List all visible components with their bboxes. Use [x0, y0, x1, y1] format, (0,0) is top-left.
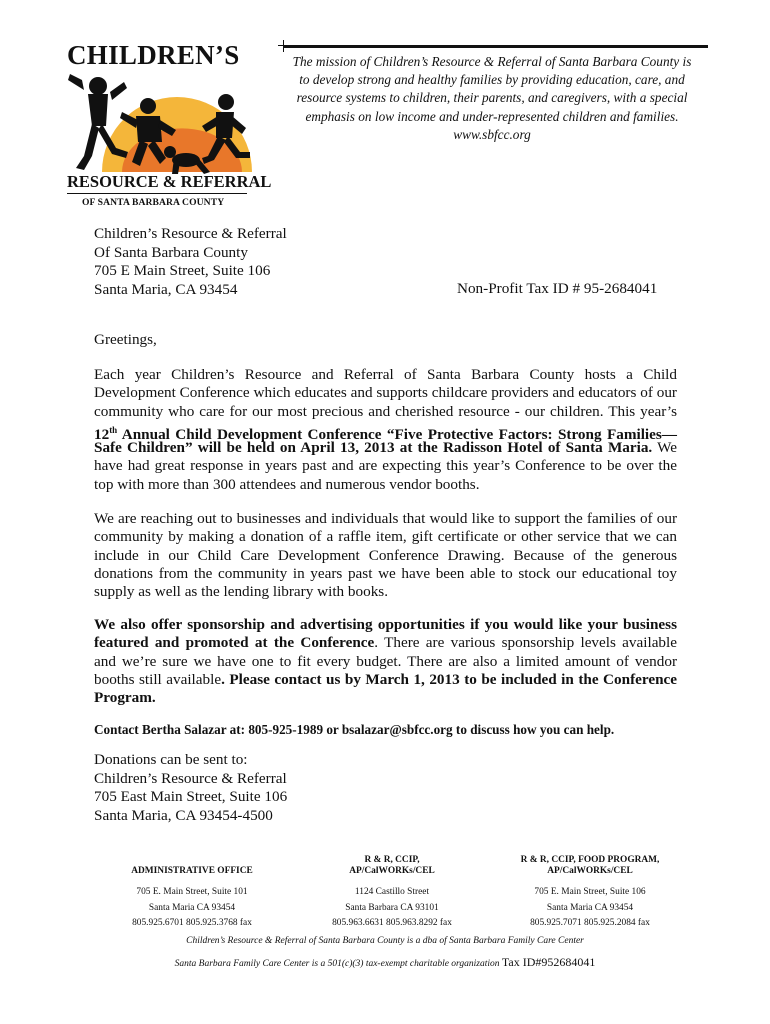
paragraph-line: [94, 671, 677, 689]
address-line: Of Santa Barbara County: [94, 243, 248, 261]
mission-website: www.sbfcc.org: [453, 126, 531, 142]
donation-line: Santa Maria, CA 93454-4500: [94, 806, 273, 824]
tax-id: Non-Profit Tax ID # 95-2684041: [457, 280, 658, 297]
footer-santa-barbara-office: [307, 855, 477, 932]
office-city: Santa Maria CA 93454: [546, 902, 634, 913]
paragraph-line: and we’re sure we have one to fit every budget. There are also a limited amount of vendor: [94, 652, 677, 670]
office-title: AP/CalWORKs/CEL: [547, 866, 633, 876]
text-run: booths still available: [94, 670, 222, 688]
mission-statement: [292, 53, 692, 144]
mission-line: The mission of Children’s Resource & Referral of Santa Barbara County is: [292, 54, 692, 69]
office-title: AP/CalWORKs/CEL: [349, 866, 435, 876]
footer-admin-office: [104, 866, 280, 932]
conference-number: 12: [94, 425, 110, 443]
address-line: 705 E Main Street, Suite 106: [94, 262, 271, 279]
paragraph-line: community by making a donation of a raffle item, gift certificate or other service that we can: [94, 528, 677, 546]
office-city: Santa Barbara CA 93101: [345, 902, 439, 913]
paragraph-line: supply as well as the lending library with books.: [94, 583, 389, 601]
greeting: Greetings,: [94, 331, 157, 348]
paragraph-line: Program.: [94, 689, 156, 707]
logo-title: CHILDREN’S: [67, 40, 240, 70]
donation-address: [94, 751, 287, 825]
paragraph-sponsorship: [94, 616, 677, 707]
office-title: R & R, CCIP,: [364, 855, 420, 865]
paragraph-line: [94, 439, 677, 457]
text-run: featured and promoted at the Conference: [94, 634, 375, 652]
paragraph-line: include in our Child Care Development Conference Drawing. Because of the generous: [94, 546, 677, 564]
paragraph-line: Development Conference which educates and supports childcare providers and educators of our: [94, 384, 677, 402]
paragraph-line: community who care for our most precious and cherished resource - our children. This year’s: [94, 402, 677, 420]
paragraph-line: We are reaching out to businesses and individuals that would like to support the families of our: [94, 510, 677, 527]
office-city: Santa Maria CA 93454: [148, 902, 236, 913]
paragraph-conference: [94, 366, 677, 494]
footer-tax-id: Tax ID#952684041: [501, 955, 596, 969]
office-street: 705 E. Main Street, Suite 106: [534, 887, 646, 897]
office-street: 1124 Castillo Street: [354, 887, 430, 897]
conference-title: Annual Child Development Conference “Five Protective Factors: Strong Families—: [117, 425, 677, 443]
paragraph-line: [94, 421, 677, 443]
paragraph-line: donations from the community in years past we have been able to stock our educational toy: [94, 564, 677, 582]
text-run: . There are various sponsorship levels available: [374, 634, 677, 652]
sender-address: [94, 225, 287, 299]
donation-line: 705 East Main Street, Suite 106: [94, 788, 288, 805]
mission-line: emphasis on low income and under-represented children and families.: [305, 108, 679, 124]
donation-line: Children’s Resource & Referral: [94, 769, 287, 787]
paragraph-line: Each year Children’s Resource and Referral of Santa Barbara County hosts a Child: [94, 366, 677, 383]
logo-subtitle: RESOURCE & REFERRAL: [67, 172, 272, 191]
footer-nonprofit-note: [100, 955, 670, 970]
office-phone: 805.963.6631 805.963.8292 fax: [332, 918, 452, 928]
office-phone: 805.925.7071 805.925.2084 fax: [530, 918, 650, 928]
office-phone: 805.925.6701 805.925.3768 fax: [132, 918, 252, 928]
paragraph-line: We also offer sponsorship and advertising opportunities if you would like your business: [94, 616, 677, 633]
paragraph-line: have had great response in years past and are expecting this year’s Conference to be over the: [94, 457, 677, 475]
footer-santa-maria-office: [496, 855, 684, 932]
text-run: We: [652, 439, 677, 457]
mission-line: to develop strong and healthy families by providing education, care, and: [299, 72, 685, 88]
contact-line: Contact Bertha Salazar at: 805-925-1989 or bsalazar@sbfcc.org to discuss how you can help.: [94, 722, 615, 737]
mission-line: resource systems to children, their parents, and caregivers, with a special: [296, 90, 688, 106]
header-rule: [284, 45, 708, 48]
conference-details: Safe Children” will be held on April 13, 2013 at the Radisson Hotel of Santa Maria.: [94, 439, 653, 457]
address-line: Santa Maria, CA 93454: [94, 280, 238, 298]
footer-dba-note: Children’s Resource & Referral of Santa Barbara County is a dba of Santa Barbara Family Care Center: [186, 936, 584, 946]
text-run: . Please contact us by March 1, 2013 to be included in the Conference: [221, 670, 678, 688]
logo-county: OF SANTA BARBARA COUNTY: [82, 197, 225, 208]
address-line: Children’s Resource & Referral: [94, 225, 287, 242]
office-title: R & R, CCIP, FOOD PROGRAM,: [520, 855, 660, 865]
children-silhouette-logo: [62, 72, 257, 180]
office-title: ADMINISTRATIVE OFFICE: [131, 866, 253, 876]
paragraph-donations-request: [94, 510, 677, 601]
ordinal-suffix: th: [109, 424, 118, 435]
office-street: 705 E. Main Street, Suite 101: [136, 887, 248, 897]
paragraph-line: [94, 634, 677, 652]
paragraph-line: top with more than 300 attendees and numerous vendor booths.: [94, 475, 480, 493]
text-run: Santa Barbara Family Care Center is a 501(c)(3) tax-exempt charitable organization: [174, 959, 500, 969]
donation-line: Donations can be sent to:: [94, 751, 248, 768]
logo-divider: [67, 193, 247, 194]
